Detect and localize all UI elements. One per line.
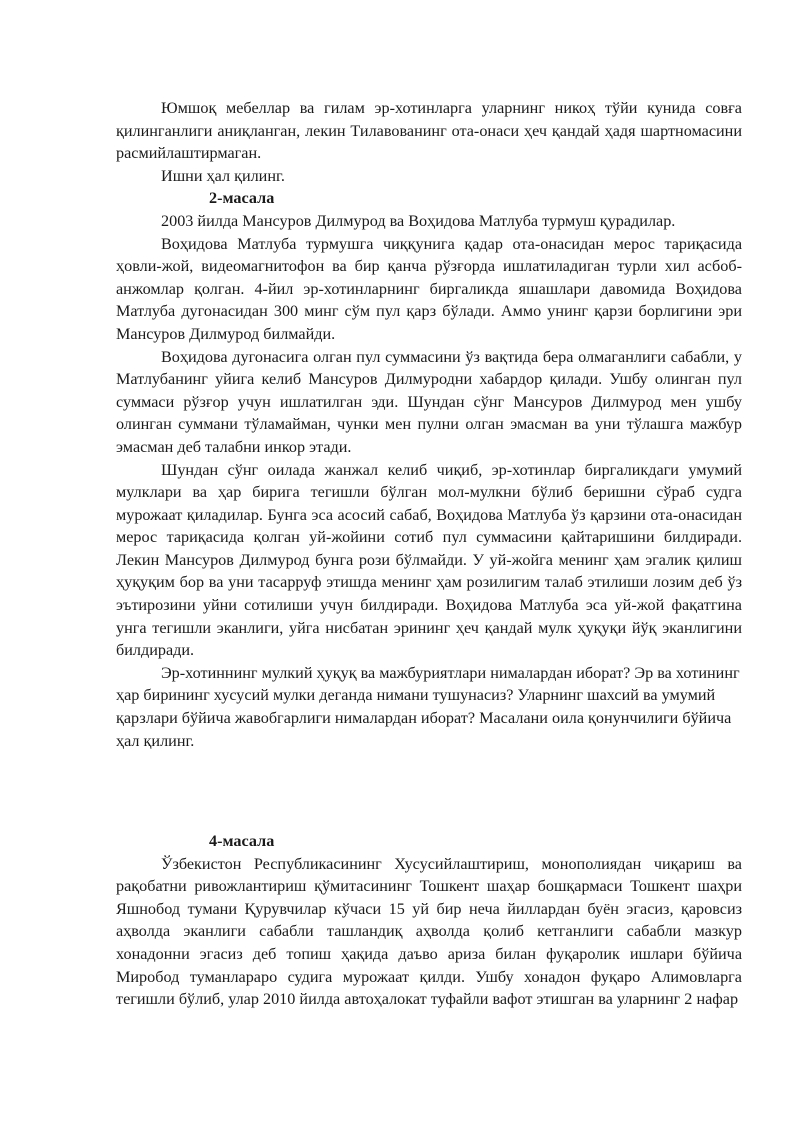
task-2-questions: Эр-хотиннинг мулкий ҳуқуқ ва мажбуриятлари нималардан иборат? Эр ва хотининг ҳар бирининг хусусий мулки деганда нимани тушунасиз? Уларнинг шахсий ва умумий қарзлари бўйича жавобгарлиги нималардан иборат? Масалани оила қонунчилиги бўйича ҳал қилинг. bbox=[116, 663, 740, 750]
task-2-paragraph-1: 2003 йилда Мансуров Дилмурод ва Воҳидова Матлуба турмуш қурадилар. bbox=[161, 211, 676, 230]
task-2-paragraph-3: Воҳидова дугонасига олган пул суммасини ўз вақтида бера олмаганлиги сабабли, у Матлубанинг уйига келиб Мансуров Дилмуродни хабардор қилади. Ушбу олинган пул суммаси рўзғор учун ишлатилган эди. Шундан сўнг Мансуров Дилмурод мен ушбу олинган суммани тўламайман, чунки мен пулни олган эмасман ва уни тўлашга мажбур эмасман деб талабни инкор этади. bbox=[116, 347, 742, 456]
task-2-heading: 2-масала bbox=[209, 189, 275, 208]
task-4-paragraph-1: Ўзбекистон Республикасининг Хусусийлаштириш, монополиядан чиқариш ва рақобатни ривожлантириш қўмитасининг Тошкент шаҳар бошқармаси Тошкент шаҳри Яшнобод тумани Қурувчилар кўчаси 15 уй бир неча йиллардан буён эгасиз, қаровсиз аҳволда эканлиги сабабли ташландиқ аҳволда қолиб кетганлиги сабабли мазкур хонадонни эгасиз деб топиш ҳақида даъво ариза билан фуқаролик ишлари бўйича Миробод туманлараро судига мурожаат қилди. Ушбу хонадон фуқаро Алимовларга тегишли бўлиб, улар 2010 йилда автоҳалокат туфайли вафот этишган ва уларнинг 2 нафар bbox=[116, 854, 742, 1009]
task-2-paragraph-4: Шундан сўнг оилада жанжал келиб чиқиб, эр-хотинлар биргаликдаги умумий мулклари ва ҳар бирига тегишли бўлган мол-мулкни бўлиб беришни сўраб судга мурожаат қиладилар. Бунга эса асосий сабаб, Воҳидова Матлуба ўз қарзини ота-онасидан мерос тариқасида қолган уй-жойини сотиб пул суммасини қайтаришини билдиради. Лекин Мансуров Дилмурод бунга рози бўлмайди. У уй-жойга менинг ҳам эгалик қилиш ҳуқуқим бор ва уни тасарруф этишда менинг ҳам розилигим талаб этилиши лозим деб ўз эътирозини уйни сотилиши учун билдиради. Воҳидова Матлуба эса уй-жой фақатгина унга тегишли эканлиги, уйга нисбатан эрининг ҳеч қандай мулк ҳуқуқи йўқ эканлигини билдиради. bbox=[116, 460, 742, 660]
intro-paragraph: Юмшоқ мебеллар ва гилам эр-хотинларга уларнинг никоҳ тўйи кунида совға қилинганлиги аниқланган, лекин Тилавованинг ота-онаси ҳеч қандай ҳадя шартномасини расмийлаштирмаган. bbox=[116, 99, 742, 163]
intro-instruction: Ишни ҳал қилинг. bbox=[161, 166, 285, 185]
task-2-paragraph-2: Воҳидова Матлуба турмушга чиққунига қадар ота-онасидан мерос тариқасида ҳовли-жой, видеомагнитофон ва бир қанча рўзғорда ишлатиладиган турли хил асбоб-анжомлар қолган. 4-йил эр-хотинларнинг биргаликда яшашлари давомида Воҳидова Матлуба дугонасидан 300 минг сўм пул қарз бўлади. Аммо унинг қарзи борлигини эри Мансуров Дилмурод билмайди. bbox=[116, 234, 742, 343]
task-4-heading: 4-масала bbox=[209, 832, 275, 850]
task-2-section bbox=[116, 97, 742, 752]
task-4-section bbox=[116, 830, 742, 1011]
